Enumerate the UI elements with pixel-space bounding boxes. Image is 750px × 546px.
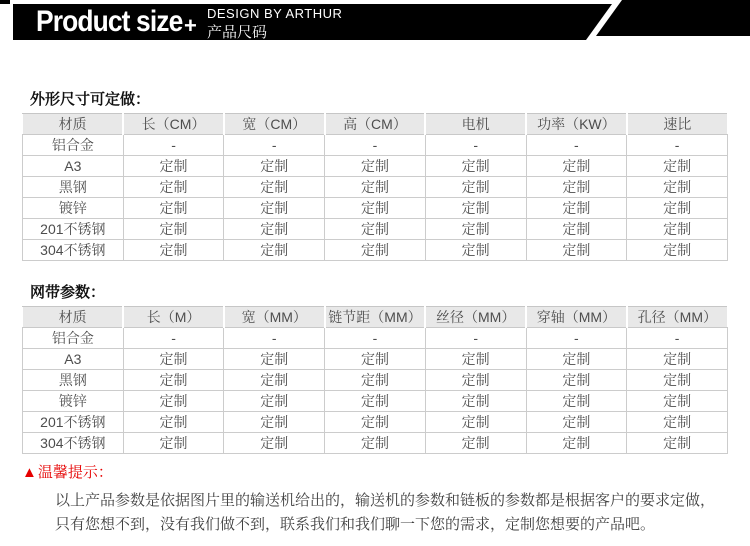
value-cell: 定制	[526, 370, 627, 391]
value-cell: 定制	[627, 433, 728, 454]
value-cell: 定制	[123, 412, 224, 433]
material-cell: 201不锈钢	[23, 219, 124, 240]
tips-paragraph-line: 以上产品参数是依据图片里的输送机给出的，输送机的参数和链板的参数都是根据客户的要求定做，	[55, 492, 716, 509]
value-cell: -	[325, 135, 426, 156]
value-cell: 定制	[627, 412, 728, 433]
table-row	[23, 433, 728, 454]
column-header: 功率（KW）	[526, 114, 627, 135]
value-cell: -	[627, 328, 728, 349]
table-row	[23, 391, 728, 412]
value-cell: 定制	[627, 156, 728, 177]
value-cell: 定制	[526, 219, 627, 240]
value-cell: 定制	[123, 198, 224, 219]
banner-subtitle-cn: 产品尺码	[207, 24, 268, 41]
belt-params-table	[22, 306, 728, 454]
material-cell: 镀锌	[23, 198, 124, 219]
value-cell: 定制	[224, 370, 325, 391]
banner-title: Product size	[36, 5, 183, 38]
value-cell: 定制	[627, 391, 728, 412]
value-cell: -	[325, 328, 426, 349]
value-cell: 定制	[325, 198, 426, 219]
table-row	[23, 349, 728, 370]
value-cell: 定制	[224, 156, 325, 177]
value-cell: 定制	[224, 177, 325, 198]
column-header: 长（M）	[123, 307, 224, 328]
value-cell: -	[425, 135, 526, 156]
section-title-dimensions: 外形尺寸可定做：	[30, 92, 151, 108]
table-row	[23, 370, 728, 391]
value-cell: 定制	[224, 349, 325, 370]
value-cell: -	[627, 135, 728, 156]
material-cell: 黑钢	[23, 177, 124, 198]
material-cell: 201不锈钢	[23, 412, 124, 433]
value-cell: 定制	[325, 240, 426, 261]
value-cell: 定制	[526, 177, 627, 198]
table-row	[23, 240, 728, 261]
value-cell: 定制	[425, 219, 526, 240]
value-cell: -	[224, 328, 325, 349]
column-header: 孔径（MM）	[627, 307, 728, 328]
material-cell: 铝合金	[23, 135, 124, 156]
material-cell: 黑钢	[23, 370, 124, 391]
banner-subtitle-en: DESIGN BY ARTHUR	[207, 6, 343, 21]
value-cell: 定制	[123, 433, 224, 454]
material-cell: 铝合金	[23, 328, 124, 349]
value-cell: 定制	[325, 156, 426, 177]
value-cell: 定制	[425, 240, 526, 261]
column-header: 材质	[23, 307, 124, 328]
warm-tips-label	[22, 461, 113, 482]
material-cell: A3	[23, 156, 124, 177]
value-cell: 定制	[123, 156, 224, 177]
value-cell: 定制	[627, 177, 728, 198]
column-header: 穿轴（MM）	[526, 307, 627, 328]
column-header: 宽（MM）	[224, 307, 325, 328]
value-cell: 定制	[224, 219, 325, 240]
value-cell: 定制	[526, 198, 627, 219]
value-cell: 定制	[123, 219, 224, 240]
column-header: 宽（CM）	[224, 114, 325, 135]
warning-triangle-icon: ▲	[22, 464, 37, 481]
column-header: 长（CM）	[123, 114, 224, 135]
value-cell: 定制	[224, 433, 325, 454]
value-cell: -	[425, 328, 526, 349]
value-cell: -	[526, 135, 627, 156]
value-cell: 定制	[325, 370, 426, 391]
value-cell: 定制	[526, 240, 627, 261]
value-cell: 定制	[224, 198, 325, 219]
table-row	[23, 135, 728, 156]
material-cell: 镀锌	[23, 391, 124, 412]
table-row	[23, 328, 728, 349]
table-row	[23, 156, 728, 177]
value-cell: -	[526, 328, 627, 349]
value-cell: 定制	[425, 349, 526, 370]
table-header-row	[23, 114, 728, 135]
value-cell: 定制	[425, 156, 526, 177]
value-cell: 定制	[526, 412, 627, 433]
value-cell: 定制	[526, 433, 627, 454]
value-cell: 定制	[325, 177, 426, 198]
value-cell: 定制	[526, 156, 627, 177]
value-cell: 定制	[123, 240, 224, 261]
table-row	[23, 198, 728, 219]
value-cell: 定制	[425, 198, 526, 219]
value-cell: 定制	[627, 240, 728, 261]
warm-tips-text: 温馨提示：	[37, 464, 113, 481]
value-cell: -	[224, 135, 325, 156]
value-cell: 定制	[325, 433, 426, 454]
value-cell: 定制	[325, 391, 426, 412]
value-cell: 定制	[425, 370, 526, 391]
column-header: 丝径（MM）	[425, 307, 526, 328]
value-cell: 定制	[123, 391, 224, 412]
column-header: 高（CM）	[325, 114, 426, 135]
value-cell: 定制	[425, 391, 526, 412]
tips-paragraph-line: 只有您想不到，没有我们做不到，联系我们和我们聊一下您的需求，定制您想要的产品吧。	[55, 516, 656, 533]
value-cell: 定制	[627, 349, 728, 370]
value-cell: 定制	[325, 219, 426, 240]
value-cell: 定制	[224, 412, 325, 433]
column-header: 材质	[23, 114, 124, 135]
material-cell: 304不锈钢	[23, 240, 124, 261]
section-title-belt-params: 网带参数：	[30, 285, 106, 301]
value-cell: -	[123, 328, 224, 349]
value-cell: 定制	[123, 177, 224, 198]
header-banner	[0, 0, 750, 46]
table-row	[23, 177, 728, 198]
value-cell: 定制	[526, 391, 627, 412]
value-cell: 定制	[123, 370, 224, 391]
value-cell: 定制	[325, 349, 426, 370]
value-cell: 定制	[627, 219, 728, 240]
value-cell: 定制	[325, 412, 426, 433]
table-row	[23, 412, 728, 433]
material-cell: 304不锈钢	[23, 433, 124, 454]
table-header-row	[23, 307, 728, 328]
value-cell: 定制	[425, 412, 526, 433]
value-cell: 定制	[526, 349, 627, 370]
table-row	[23, 219, 728, 240]
value-cell: 定制	[425, 177, 526, 198]
column-header: 速比	[627, 114, 728, 135]
material-cell: A3	[23, 349, 124, 370]
value-cell: 定制	[425, 433, 526, 454]
plus-icon: +	[184, 13, 197, 38]
value-cell: -	[123, 135, 224, 156]
value-cell: 定制	[627, 198, 728, 219]
value-cell: 定制	[627, 370, 728, 391]
column-header: 电机	[425, 114, 526, 135]
value-cell: 定制	[224, 240, 325, 261]
dimensions-table	[22, 113, 728, 261]
column-header: 链节距（MM）	[325, 307, 426, 328]
value-cell: 定制	[123, 349, 224, 370]
value-cell: 定制	[224, 391, 325, 412]
